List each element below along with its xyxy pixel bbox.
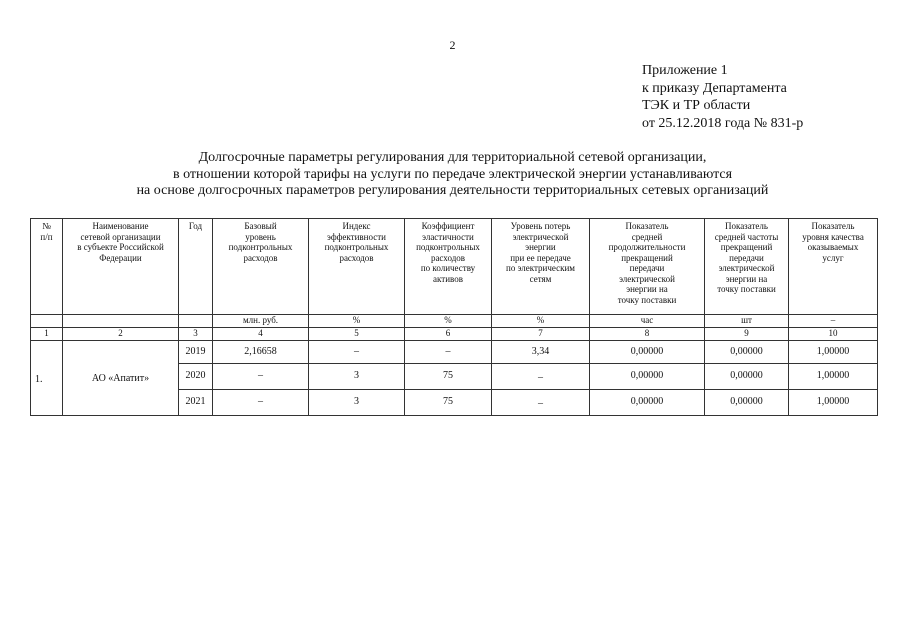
header-line: Уровень потерь (510, 221, 571, 231)
document-title (0, 150, 905, 200)
header-row (31, 219, 878, 315)
header-line: прекращений (621, 252, 673, 263)
quality-cell: 1,00000 (789, 390, 878, 416)
header-line: энергии на (626, 284, 668, 294)
header-line: энергии на (725, 273, 768, 284)
organization-name: АО «Апатит» (63, 341, 179, 416)
unit-cell: % (309, 315, 405, 328)
header-line: Наименование (92, 221, 149, 231)
header-line: Коэффициент (421, 221, 475, 231)
frequency-cell: 0,00000 (705, 341, 789, 364)
column-number: 7 (492, 328, 590, 341)
year-cell: 2019 (179, 341, 213, 364)
appendix-line: Приложение 1 (642, 63, 728, 78)
header-line: точку поставки (717, 284, 776, 294)
frequency-cell: 0,00000 (705, 390, 789, 416)
header-cell (31, 219, 63, 315)
header-line: № (42, 221, 51, 231)
title-line: в отношении которой тарифы на услуги по передаче электрической энергии устанавливаются (172, 166, 733, 182)
title-line: на основе долгосрочных параметров регулирования деятельности территориальных сетевых организаций (136, 183, 769, 198)
unit-cell: % (492, 315, 590, 328)
header-line: расходов (430, 252, 466, 263)
elasticity-cell: – (405, 341, 492, 364)
header-line: Показатель (625, 221, 669, 231)
unit-cell: % (405, 315, 492, 328)
table-row (31, 341, 878, 364)
duration-cell: 0,00000 (590, 390, 705, 416)
efficiency-index-cell: 3 (309, 364, 405, 390)
quality-cell: 1,00000 (789, 341, 878, 364)
header-line: услуг (822, 252, 844, 263)
header-line: эластичности (422, 231, 474, 242)
unit-cell (179, 315, 213, 328)
header-line: подконтрольных (228, 242, 293, 252)
base-cost-cell: 2,16658 (213, 341, 309, 364)
header-cell (705, 219, 789, 315)
elasticity-cell: 75 (405, 364, 492, 390)
column-number-row (31, 328, 878, 341)
header-cell (492, 219, 590, 315)
header-cell (590, 219, 705, 315)
column-number: 9 (705, 328, 789, 341)
header-line: уровень (245, 231, 276, 242)
header-line: передачи (729, 252, 764, 263)
appendix-block (642, 62, 803, 132)
header-line: Показатель (811, 221, 855, 231)
header-cell (789, 219, 878, 315)
duration-cell: 0,00000 (590, 364, 705, 390)
header-line: по количеству (420, 263, 476, 273)
duration-cell: 0,00000 (590, 341, 705, 364)
header-line: активов (433, 273, 463, 284)
header-line: Год (188, 221, 203, 231)
column-number: 6 (405, 328, 492, 341)
header-line: средней частоты (714, 231, 779, 242)
header-line: Базовый (244, 221, 277, 231)
appendix-line: ТЭК и ТР области (642, 98, 751, 113)
column-number: 5 (309, 328, 405, 341)
efficiency-index-cell: 3 (309, 390, 405, 416)
header-line: точку поставки (617, 294, 677, 305)
header-line: п/п (40, 231, 53, 242)
parameters-table (30, 218, 878, 416)
header-line: подконтрольных (416, 242, 480, 252)
unit-cell (63, 315, 179, 328)
header-line: продолжительности (608, 242, 686, 252)
header-line: подконтрольных (324, 242, 389, 252)
header-cell (179, 219, 213, 315)
column-number: 8 (590, 328, 705, 341)
year-cell: 2021 (179, 390, 213, 416)
header-line: Показатель (724, 221, 769, 231)
base-cost-cell: – (213, 390, 309, 416)
header-line: расходов (243, 252, 278, 263)
header-line: сетевой организации (80, 231, 161, 242)
header-line: уровня качества (802, 231, 864, 242)
column-number: 2 (63, 328, 179, 341)
header-line: сетям (529, 273, 552, 284)
header-line: Индекс (342, 221, 371, 231)
header-line: средней (631, 231, 663, 242)
header-line: передачи (629, 263, 665, 273)
column-number: 3 (179, 328, 213, 341)
losses-cell: 3,34 (492, 341, 590, 364)
page-number: 2 (449, 38, 456, 52)
losses-cell: – (492, 364, 590, 390)
header-line: эффективности (327, 231, 386, 242)
year-cell: 2020 (179, 364, 213, 390)
header-line: электрической (718, 263, 775, 273)
header-line: расходов (339, 252, 374, 263)
header-line: в субъекте Российской (77, 242, 164, 252)
header-line: энергии (525, 242, 556, 252)
frequency-cell: 0,00000 (705, 364, 789, 390)
header-line: Федерации (99, 252, 142, 263)
header-line: оказываемых (807, 242, 859, 252)
elasticity-cell: 75 (405, 390, 492, 416)
unit-cell: час (590, 315, 705, 328)
appendix-line: от 25.12.2018 года № 831-р (642, 115, 804, 131)
header-line: прекращений (720, 242, 773, 252)
header-line: при ее передаче (510, 252, 571, 263)
header-line: по электрическим (506, 263, 575, 273)
losses-cell: – (492, 390, 590, 416)
appendix-line: к приказу Департамента (642, 80, 787, 96)
efficiency-index-cell: – (309, 341, 405, 364)
column-number: 1 (31, 328, 63, 341)
unit-cell: шт (705, 315, 789, 328)
row-index: 1. (31, 341, 63, 416)
unit-cell: – (789, 315, 878, 328)
column-number: 10 (789, 328, 878, 341)
header-cell (405, 219, 492, 315)
header-line: электрической (512, 231, 569, 242)
base-cost-cell: – (213, 364, 309, 390)
column-number: 4 (213, 328, 309, 341)
header-cell (213, 219, 309, 315)
header-cell (309, 219, 405, 315)
header-line: электрической (619, 273, 675, 284)
unit-cell (31, 315, 63, 328)
unit-cell: млн. руб. (213, 315, 309, 328)
quality-cell: 1,00000 (789, 364, 878, 390)
header-cell (63, 219, 179, 315)
title-line: Долгосрочные параметры регулирования для территориальной сетевой организации, (198, 150, 707, 165)
units-row (31, 315, 878, 328)
